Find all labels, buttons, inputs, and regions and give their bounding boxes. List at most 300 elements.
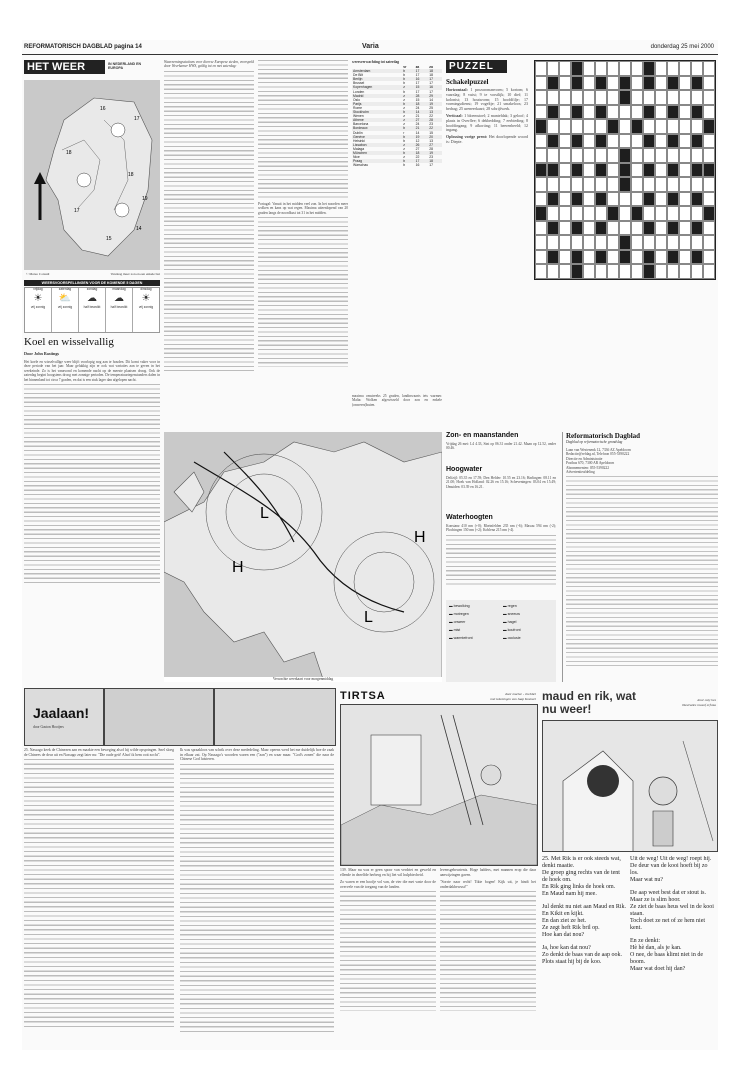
crossword-cell[interactable] [559,163,571,178]
crossword-cell[interactable] [631,119,643,134]
crossword-cell[interactable] [559,134,571,149]
crossword-cell[interactable] [559,119,571,134]
crossword-cell[interactable] [571,235,583,250]
crossword-cell[interactable] [631,148,643,163]
maud-line: Maar ze is slim hoor. [630,897,681,903]
crossword-cell[interactable] [595,105,607,120]
crossword-cell[interactable] [631,134,643,149]
crossword-grid [534,60,716,280]
crossword-cell[interactable] [679,105,691,120]
crossword-cell[interactable] [655,61,667,76]
crossword-cell[interactable] [691,134,703,149]
table-cell: b [402,110,414,114]
crossword-cell[interactable] [643,76,655,91]
table-cell: 16 [415,163,420,168]
tirtsa-illustration [340,704,538,866]
crossword-cell[interactable] [691,148,703,163]
crossword-cell[interactable] [547,235,559,250]
crossword-cell[interactable] [667,235,679,250]
crossword-cell[interactable] [595,163,607,178]
crossword-cell[interactable] [583,206,595,221]
crossword-cell[interactable] [583,235,595,250]
crossword-cell[interactable] [535,177,547,192]
maud-col-1 [542,856,626,1044]
crossword-cell[interactable] [571,119,583,134]
table-cell: z [403,122,405,127]
crossword-cell[interactable] [607,264,619,279]
table-cell: b [402,69,414,73]
crossword-cell[interactable] [703,148,715,163]
crossword-cell[interactable] [691,119,703,134]
table-cell: Bordeaux [352,126,402,130]
crossword-cell[interactable] [607,192,619,207]
crossword-cell[interactable] [595,250,607,265]
crossword-cell[interactable] [547,90,559,105]
crossword-cell[interactable] [571,177,583,192]
table-cell: Madrid [352,94,402,98]
table-cell: Stockholm [352,110,402,114]
crossword-cell[interactable] [583,119,595,134]
crossword-cell[interactable] [703,105,715,120]
crossword-cell[interactable] [583,148,595,163]
crossword-cell[interactable] [535,119,547,134]
colophon-line: Laan van Westenenk 12, 7336 AZ Apeldoorn [566,448,631,452]
crossword-cell[interactable] [631,105,643,120]
crossword-cell[interactable] [631,61,643,76]
crossword-cell[interactable] [619,177,631,192]
crossword-cell[interactable] [619,192,631,207]
colophon-line: Postbus 670, 7300 AR Apeldoorn [566,461,615,466]
forecast-day-name: dinsdag [140,287,152,291]
crossword-cell[interactable] [691,163,703,178]
crossword-cell[interactable] [619,206,631,221]
table-cell: 23 [429,122,434,127]
legend-swatch-icon: ▬ [503,636,508,640]
crossword-cell[interactable] [535,134,547,149]
map-temp-3: 18 [66,150,72,156]
legend-item [503,635,553,642]
crossword-cell[interactable] [643,105,655,120]
crossword-cell[interactable] [547,134,559,149]
crossword-cell[interactable] [667,264,679,279]
crossword-cell[interactable] [643,250,655,265]
crossword-cell[interactable] [559,264,571,279]
crossword-cell[interactable] [691,192,703,207]
crossword-cell[interactable] [535,264,547,279]
crossword-cell[interactable] [643,163,655,178]
water-text [446,524,556,594]
crossword-cell[interactable] [595,264,607,279]
crossword-cell[interactable] [643,206,655,221]
water-levels: Konstanz 410 nm (+0); Rheinfelden 235 nm (-6); Maxau 594 nm (-2); Plochingen 150 nm (+2); Koblenz 215 nm (-4). [446,524,556,533]
crossword-cell[interactable] [691,250,703,265]
crossword-cell[interactable] [607,105,619,120]
table-cell: 13 [428,110,442,114]
legend-item [449,619,499,626]
crossword-cell[interactable] [655,264,667,279]
crossword-cell[interactable] [655,221,667,236]
table-cell: 23 [429,155,434,160]
solution-title: Oplossing vorige prent: [446,134,488,140]
crossword-cell[interactable] [703,264,715,279]
crossword-cell[interactable] [631,264,643,279]
crossword-cell[interactable] [571,221,583,236]
crossword-cell[interactable] [547,163,559,178]
jaalaan-illustration-2 [214,688,336,746]
crossword-cell[interactable] [703,192,715,207]
crossword-cell[interactable] [703,90,715,105]
crossword-cell[interactable] [595,134,607,149]
crossword-cell[interactable] [559,148,571,163]
crossword-cell[interactable] [535,90,547,105]
maud-subcredit: illustraties roeaof erfsma [681,703,716,707]
crossword-cell[interactable] [595,192,607,207]
crossword-cell[interactable] [595,148,607,163]
table-cell: 22 [429,114,434,119]
table-cell: 15 [429,130,434,135]
crossword-cell[interactable] [631,250,643,265]
crossword-cell[interactable] [607,119,619,134]
crossword-cell[interactable] [703,76,715,91]
crossword-cell[interactable] [679,134,691,149]
crossword-cell[interactable] [559,192,571,207]
crossword-cell[interactable] [679,61,691,76]
crossword-cell[interactable] [535,76,547,91]
crossword-cell[interactable] [583,105,595,120]
crossword-cell[interactable] [667,76,679,91]
crossword-cell[interactable] [583,90,595,105]
crossword-cell[interactable] [667,90,679,105]
crossword-cell[interactable] [583,61,595,76]
crossword-cell[interactable] [595,119,607,134]
crossword-cell[interactable] [571,148,583,163]
crossword-cell[interactable] [595,76,607,91]
table-cell: b [402,135,414,139]
pressure-label: H [414,529,426,546]
crossword-cell[interactable] [655,105,667,120]
crossword-cell[interactable] [679,148,691,163]
crossword-cell[interactable] [643,221,655,236]
crossword-cell[interactable] [667,250,679,265]
crossword-cell[interactable] [607,90,619,105]
legend-swatch-icon: ▬ [449,620,454,624]
crossword-cell[interactable] [679,192,691,207]
table-cell: Parijs [352,102,402,106]
crossword-cell[interactable] [571,90,583,105]
crossword-cell[interactable] [679,119,691,134]
crossword-cell[interactable] [667,134,679,149]
table-footer: maxima omstreeks 25 graden, landinwaarts iets warmer. Malta: Wolken afgewisseld door zon en enkele (onweers)buien. [352,394,442,407]
crossword-cell[interactable] [655,119,667,134]
crossword-cell[interactable] [535,61,547,76]
crossword-cell[interactable] [607,221,619,236]
crossword-cell[interactable] [703,134,715,149]
crossword-cell[interactable] [655,90,667,105]
crossword-cell[interactable] [655,206,667,221]
crossword-cell[interactable] [583,177,595,192]
table-cell: 19 [428,102,442,106]
crossword-cell[interactable] [679,250,691,265]
crossword-cell[interactable] [571,105,583,120]
crossword-cell[interactable] [619,221,631,236]
table-cell: b [403,73,406,78]
crossword-cell[interactable] [583,264,595,279]
crossword-cell[interactable] [619,90,631,105]
table-cell: z [403,155,405,160]
crossword-cell[interactable] [619,105,631,120]
crossword-cell[interactable] [583,76,595,91]
crossword-cell[interactable] [547,221,559,236]
table-cell: Oslo [353,97,360,102]
tide-title: Hoogwater [446,466,483,473]
crossword-cell[interactable] [583,221,595,236]
crossword-cell[interactable] [547,119,559,134]
crossword-cell[interactable] [643,61,655,76]
crossword-cell[interactable] [679,221,691,236]
table-cell: Athene [352,118,402,122]
crossword-cell[interactable] [667,177,679,192]
table-cell: Praag [352,159,402,163]
article-title: Koel en wisselvallig [24,336,114,348]
crossword-cell[interactable] [703,235,715,250]
crossword-cell[interactable] [547,250,559,265]
crossword-cell[interactable] [691,235,703,250]
crossword-cell[interactable] [607,148,619,163]
article-text-lines [24,384,160,584]
crossword-cell[interactable] [655,134,667,149]
crossword-cell[interactable] [607,235,619,250]
crossword-cell[interactable] [559,61,571,76]
crossword-cell[interactable] [595,206,607,221]
forecast-day-name: maandag [112,287,126,291]
crossword-cell[interactable] [547,76,559,91]
crossword-cell[interactable] [607,177,619,192]
crossword-cell[interactable] [571,264,583,279]
crossword-cell[interactable] [559,221,571,236]
crossword-cell[interactable] [547,148,559,163]
crossword-cell[interactable] [619,148,631,163]
crossword-cell[interactable] [595,235,607,250]
crossword-cell[interactable] [691,206,703,221]
crossword-cell[interactable] [595,61,607,76]
crossword-cell[interactable] [583,250,595,265]
crossword-cell[interactable] [571,61,583,76]
tirtsa-credit: door maclee - Joelsbel [505,692,536,696]
crossword-cell[interactable] [643,134,655,149]
crossword-cell[interactable] [703,177,715,192]
crossword-cell[interactable] [583,134,595,149]
crossword-cell[interactable] [571,76,583,91]
table-cell: Warschau [353,163,369,168]
crossword-cell[interactable] [691,61,703,76]
crossword-cell[interactable] [667,192,679,207]
crossword-cell[interactable] [655,163,667,178]
solution-text: Het doorlopende woord is: Diepte. [446,134,528,144]
crossword-cell[interactable] [691,264,703,279]
crossword-cell[interactable] [583,163,595,178]
maud-line: O nee, de baas klimt niet in de boom. [630,952,703,965]
crossword-cell[interactable] [631,235,643,250]
crossword-cell[interactable] [667,221,679,236]
table-cell: z [402,85,414,89]
crossword-cell[interactable] [559,76,571,91]
crossword-cell[interactable] [535,250,547,265]
crossword-cell[interactable] [655,76,667,91]
crossword-cell[interactable] [631,90,643,105]
crossword-cell[interactable] [547,206,559,221]
crossword-cell[interactable] [643,235,655,250]
legend-label: motregen [453,612,469,616]
crossword-cell[interactable] [667,105,679,120]
crossword-cell[interactable] [679,90,691,105]
crossword-cell[interactable] [559,177,571,192]
crossword-cell[interactable] [559,90,571,105]
table-cell: Dublin [353,130,363,135]
netherlands-map-graphic [24,80,160,270]
crossword-cell[interactable] [619,134,631,149]
crossword-cell[interactable] [607,250,619,265]
crossword-cell[interactable] [643,177,655,192]
crossword-cell[interactable] [679,76,691,91]
crossword-cell[interactable] [559,105,571,120]
crossword-cell[interactable] [559,250,571,265]
weather-logo: HET WEER [24,60,105,74]
crossword-cell[interactable] [619,250,631,265]
table-cell: 22 [415,155,420,160]
crossword-cell[interactable] [691,90,703,105]
crossword-cell[interactable] [619,163,631,178]
netherlands-weather-map [24,80,160,270]
crossword-cell[interactable] [631,163,643,178]
crossword-cell[interactable] [547,61,559,76]
table-cell: 18 [428,159,442,163]
table-cell: 17 [415,89,420,94]
crossword-cell[interactable] [643,148,655,163]
crossword-cell[interactable] [595,221,607,236]
crossword-cell[interactable] [691,221,703,236]
europe-text-lines [258,60,348,200]
crossword-cell[interactable] [619,264,631,279]
crossword-cell[interactable] [571,163,583,178]
crossword-cell[interactable] [619,235,631,250]
crossword-cell[interactable] [535,206,547,221]
crossword-cell[interactable] [679,163,691,178]
crossword-cell[interactable] [643,119,655,134]
crossword-cell[interactable] [547,105,559,120]
crossword-cell[interactable] [619,119,631,134]
crossword-cell[interactable] [535,221,547,236]
crossword-cell[interactable] [643,192,655,207]
crossword-cell[interactable] [703,221,715,236]
crossword-cell[interactable] [643,90,655,105]
table-title: weersverwachting tot zaterdag [352,60,400,64]
crossword-cell[interactable] [559,206,571,221]
colophon-lines [566,448,718,474]
crossword-cell[interactable] [571,250,583,265]
table-cell: 14 [415,130,420,135]
crossword-cell[interactable] [535,105,547,120]
crossword-cell[interactable] [535,148,547,163]
crossword-cell[interactable] [631,76,643,91]
crossword-cell[interactable] [595,177,607,192]
crossword-cell[interactable] [607,61,619,76]
crossword-cell[interactable] [691,76,703,91]
crossword-cell[interactable] [607,134,619,149]
crossword-cell[interactable] [631,221,643,236]
crossword-cell[interactable] [571,134,583,149]
crossword-cell[interactable] [703,61,715,76]
crossword-cell[interactable] [607,206,619,221]
crossword-cell[interactable] [655,192,667,207]
forecast-day [79,288,106,332]
europe-map-graphic [164,432,442,682]
crossword-cell[interactable] [547,192,559,207]
crossword-cell[interactable] [595,90,607,105]
crossword-cell[interactable] [667,163,679,178]
crossword-cell[interactable] [655,177,667,192]
crossword-cell[interactable] [571,206,583,221]
crossword-cell[interactable] [655,250,667,265]
crossword-cell[interactable] [583,192,595,207]
crossword-cell[interactable] [547,177,559,192]
crossword-cell[interactable] [679,206,691,221]
crossword-cell[interactable] [667,61,679,76]
table-cell: 27 [415,118,429,122]
puzzle-title: Schakelpuzzel [446,78,489,86]
crossword-cell[interactable] [571,192,583,207]
crossword-cell[interactable] [703,206,715,221]
table-cell: 17 [415,69,429,73]
article-byline: Door John Bastings [24,351,60,356]
crossword-cell[interactable] [703,163,715,178]
jaalaan-col-2 [180,748,334,1044]
crossword-cell[interactable] [703,119,715,134]
crossword-cell[interactable] [655,235,667,250]
crossword-cell[interactable] [691,105,703,120]
crossword-cell[interactable] [667,119,679,134]
crossword-cell[interactable] [535,192,547,207]
table-cell: 18 [415,102,429,106]
crossword-cell[interactable] [559,235,571,250]
crossword-cell[interactable] [667,148,679,163]
table-cell: z [402,94,414,98]
table-cell: b [402,102,414,106]
crossword-cell[interactable] [535,163,547,178]
crossword-cell[interactable] [607,163,619,178]
crossword-cell[interactable] [619,61,631,76]
table-cell: z [403,97,405,102]
crossword-cell[interactable] [643,264,655,279]
crossword-cell[interactable] [679,264,691,279]
crossword-cell[interactable] [631,192,643,207]
crossword-cell[interactable] [631,177,643,192]
crossword-cell[interactable] [619,76,631,91]
crossword-cell[interactable] [631,206,643,221]
crossword-cell[interactable] [547,264,559,279]
crossword-cell[interactable] [607,76,619,91]
map-temp-1: 17 [134,116,140,122]
crossword-cell[interactable] [535,235,547,250]
crossword-cell[interactable] [667,206,679,221]
horizontal-clues: 1 prozaromanvorm; 5 kortom; 6 vaarslag; 8 vuist; 9 te vorstlijk; 10 dief; 11 kolonist; 13 houtworm; 15 hoofdfilje; 17 vormingsdienst; 19 vogeltje; 21 smakeloos; 23 bedrag; 25 ureneerkaart; 28 schrijfwerk. [446,88,528,112]
crossword-cell[interactable] [679,177,691,192]
crossword-cell[interactable] [679,235,691,250]
crossword-cell[interactable] [655,148,667,163]
legend-label: warmtefront [453,636,473,640]
crossword-cell[interactable] [691,177,703,192]
crossword-cell[interactable] [703,250,715,265]
legend-swatch-icon: ▬ [449,612,454,616]
